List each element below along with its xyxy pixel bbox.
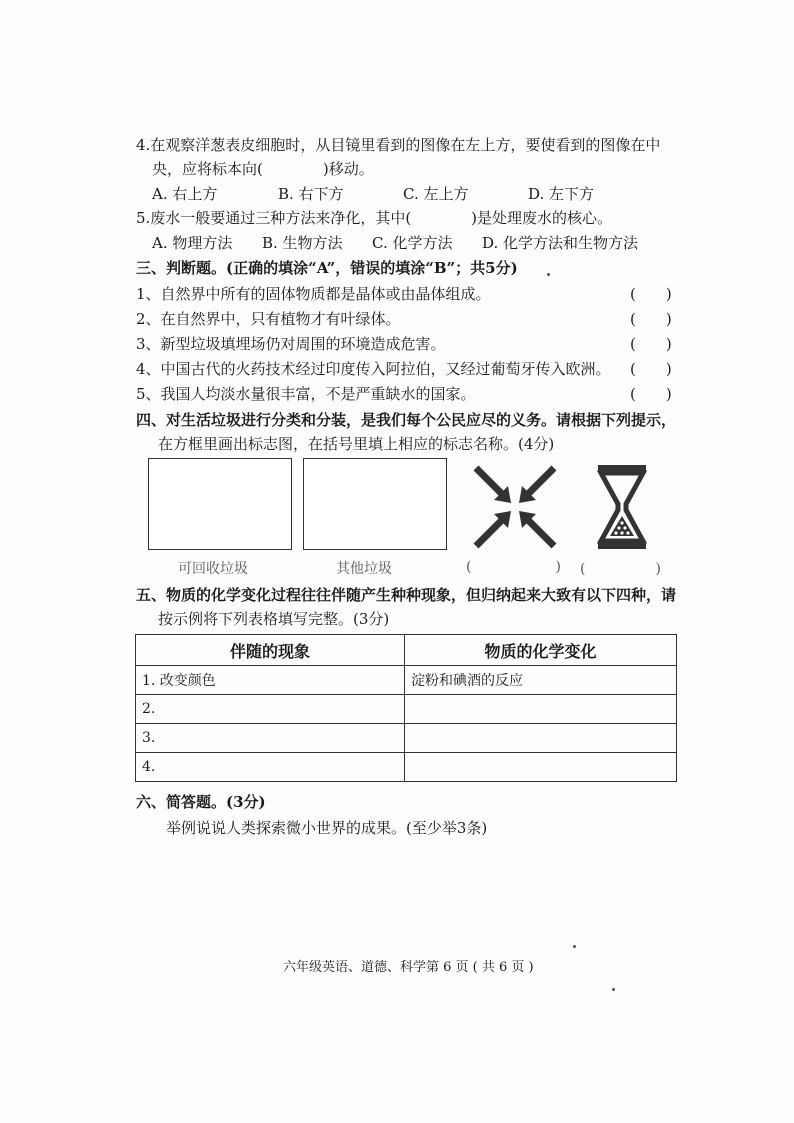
change-cell[interactable] xyxy=(405,695,677,724)
q5-option-b: B. 生物方法 xyxy=(262,234,343,252)
judge-item-5: 5、我国人均淡水量很丰富，不是严重缺水的国家。 xyxy=(136,385,476,403)
other-waste-label: 其他垃圾 xyxy=(336,561,392,577)
section6-prompt: 举例说说人类探索微小世界的成果。(至少举3条) xyxy=(166,819,488,837)
q4-line1: 4.在观察洋葱表皮细胞时，从目镜里看到的图像在左上方，要使看到的图像在中 xyxy=(136,136,661,154)
section4-line2: 在方框里画出标志图，在括号里填上相应的标志名称。(4分) xyxy=(158,435,555,453)
phenomenon-cell: 1. 改变颜色 xyxy=(136,666,405,695)
compress-logo-answer[interactable]: ( ) xyxy=(466,559,561,575)
table-row xyxy=(136,695,677,724)
section5-line2: 按示例将下列表格填写完整。(3分) xyxy=(158,610,390,628)
q4-line2: 央，应将标本向( )移动。 xyxy=(152,160,374,178)
judge-answer-4[interactable]: ( ) xyxy=(630,360,672,378)
phenomenon-cell[interactable]: 4. xyxy=(136,753,405,782)
judge-item-3: 3、新型垃圾填埋场仍对周围的环境造成危害。 xyxy=(136,335,446,353)
hourglass-icon xyxy=(597,464,647,550)
section5-line1: 五、物质的化学变化过程往往伴随产生种种现象，但归纳起来大致有以下四种，请 xyxy=(136,586,677,604)
section4-line1: 四、对生活垃圾进行分类和分装，是我们每个公民应尽的义务。请根据下列提示， xyxy=(136,411,677,429)
hourglass-logo-answer[interactable]: ( ) xyxy=(580,561,661,577)
judge-item-1: 1、自然界中所有的固体物质都是晶体或由晶体组成。 xyxy=(136,285,491,303)
judge-item-4: 4、中国古代的火药技术经过印度传入阿拉伯，又经过葡萄牙传入欧洲。 xyxy=(136,360,611,378)
header-phenomenon: 伴随的现象 xyxy=(136,635,405,666)
q4-option-b: B. 右下方 xyxy=(278,185,344,203)
other-waste-drawing-box[interactable] xyxy=(303,458,447,550)
q5-option-a: A. 物理方法 xyxy=(152,234,233,252)
judge-answer-5[interactable]: ( ) xyxy=(630,385,672,403)
recyclable-label: 可回收垃圾 xyxy=(178,561,248,577)
judge-item-2: 2、在自然界中，只有植物才有叶绿体。 xyxy=(136,310,401,328)
change-cell: 淀粉和碘酒的反应 xyxy=(405,666,677,695)
table-header-row xyxy=(136,635,677,666)
scan-speck xyxy=(612,988,615,991)
judge-answer-1[interactable]: ( ) xyxy=(630,285,672,303)
q5-option-c: C. 化学方法 xyxy=(372,234,453,252)
q4-option-c: C. 左上方 xyxy=(403,185,469,203)
q5-option-d: D. 化学方法和生物方法 xyxy=(482,234,639,252)
table-row xyxy=(136,753,677,782)
scan-speck xyxy=(573,945,576,948)
phenomenon-cell[interactable]: 3. xyxy=(136,724,405,753)
q5-line1: 5.废水一般要通过三种方法来净化，其中( )是处理废水的核心。 xyxy=(136,209,613,227)
recyclable-drawing-box[interactable] xyxy=(148,458,292,550)
judge-answer-2[interactable]: ( ) xyxy=(630,310,672,328)
page-footer: 六年级英语、道德、科学第 6 页 ( 共 6 页 ) xyxy=(283,960,534,975)
section3-title: 三、判断题。(正确的填涂“A”，错误的填涂“B”；共5分) xyxy=(136,259,518,277)
table-row xyxy=(136,724,677,753)
table-row xyxy=(136,666,677,695)
q4-option-a: A. 右上方 xyxy=(152,185,218,203)
chemical-change-table xyxy=(135,634,677,782)
compress-arrows-icon xyxy=(470,462,560,552)
scan-speck xyxy=(547,273,550,276)
header-chemical-change: 物质的化学变化 xyxy=(405,635,677,666)
change-cell[interactable] xyxy=(405,753,677,782)
q4-option-d: D. 左下方 xyxy=(528,185,595,203)
section6-title: 六、简答题。(3分) xyxy=(136,793,266,811)
phenomenon-cell[interactable]: 2. xyxy=(136,695,405,724)
change-cell[interactable] xyxy=(405,724,677,753)
judge-answer-3[interactable]: ( ) xyxy=(630,335,672,353)
